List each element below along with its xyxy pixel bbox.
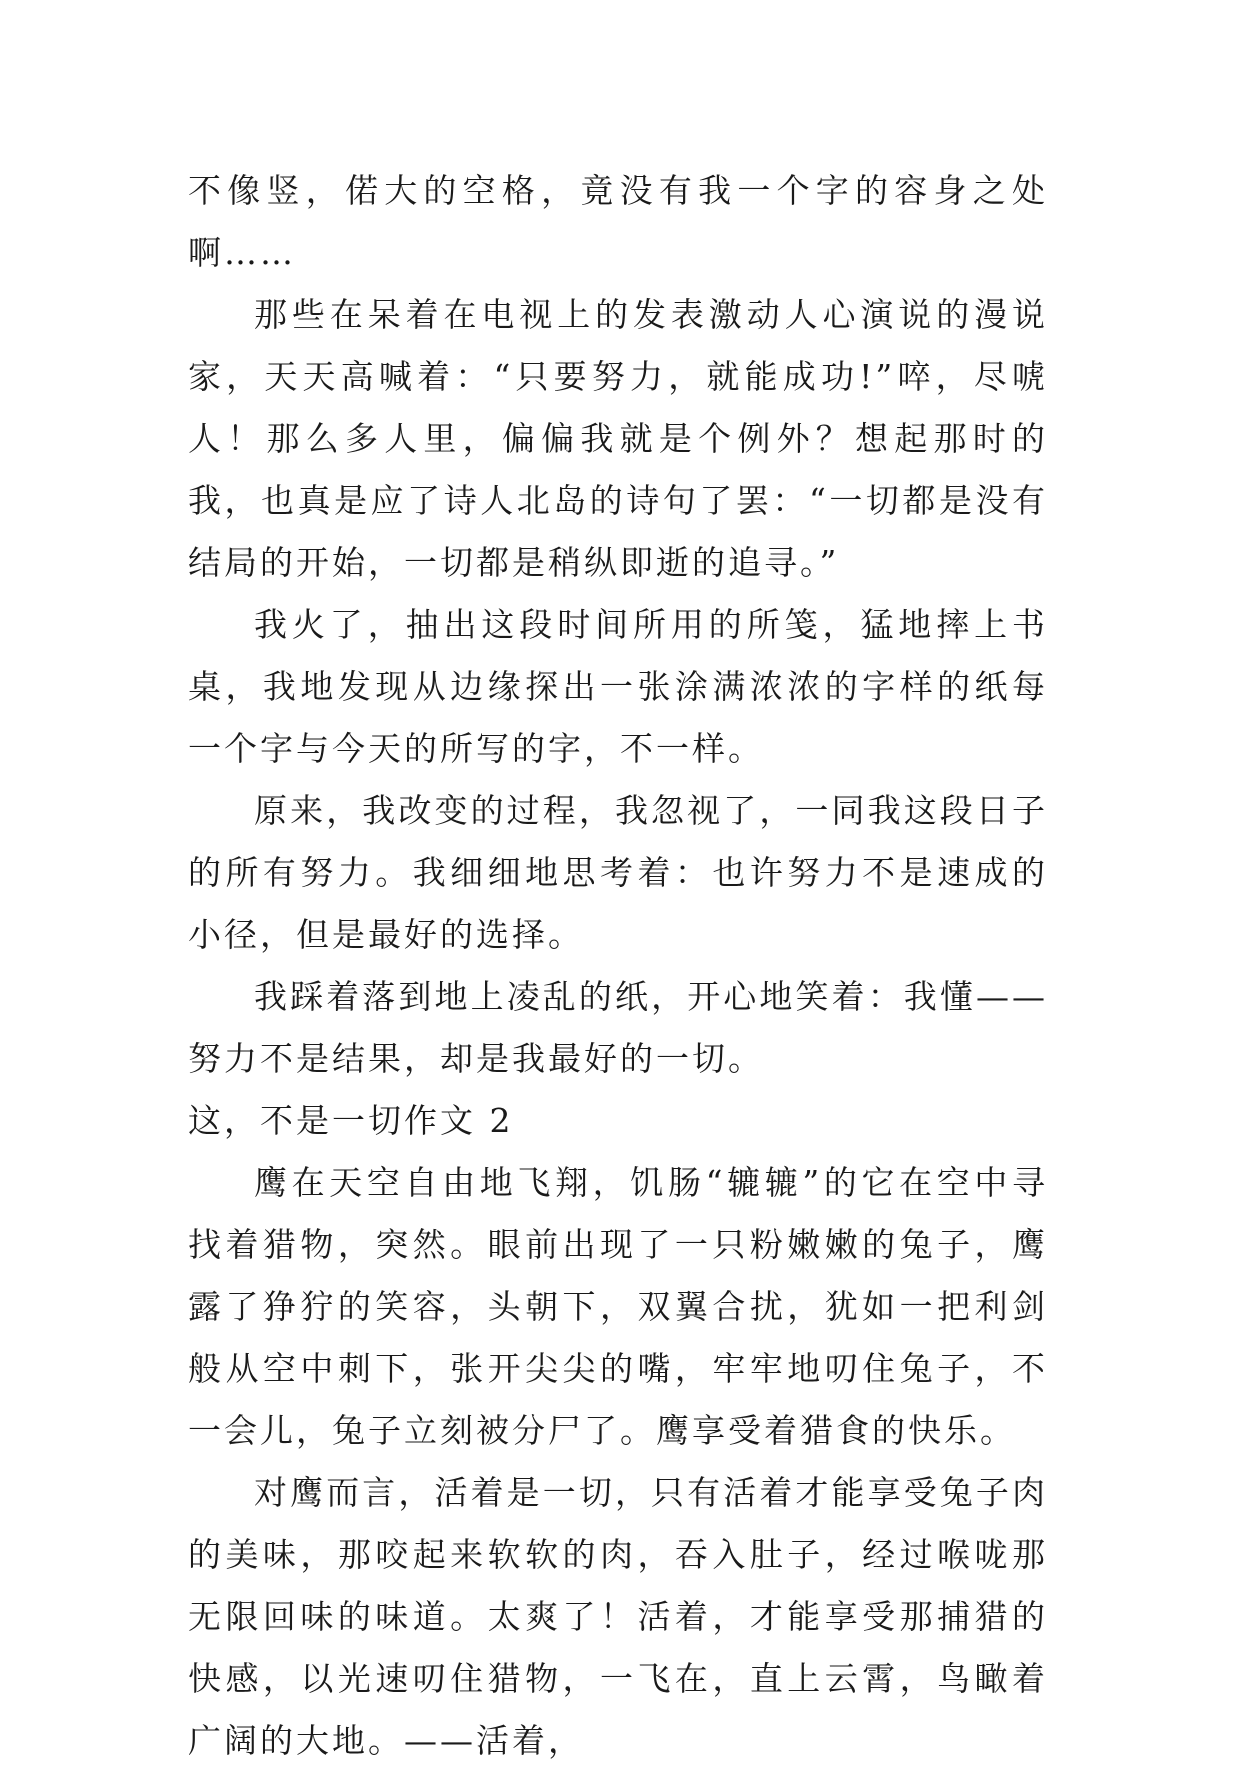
document-body (188, 160, 1048, 1772)
paragraph: 我火了，抽出这段时间所用的所笺，猛地摔上书桌，我地发现从边缘探出一张涂满浓浓的字样的纸每一个字与今天的所写的字，不一样。 (188, 605, 1048, 768)
paragraph: 那些在呆着在电视上的发表激动人心演说的漫说家，天天高喊着：“只要努力，就能成功!”啐，尽唬人！那么多人里，偏偏我就是个例外？想起那时的我，也真是应了诗人北岛的诗句了罢：“一切都是没有结局的开始，一切都是稍纵即逝的追寻。” (188, 295, 1048, 582)
paragraph: 对鹰而言，活着是一切，只有活着才能享受兔子肉的美味，那咬起来软软的肉，吞入肚子，经过喉咙那无限回味的味道。太爽了！活着，才能享受那捕猎的快感，以光速叨住猎物，一飞在，直上云霄，鸟瞰着广阔的大地。——活着， (188, 1473, 1048, 1760)
paragraph: 原来，我改变的过程，我忽视了，一同我这段日子的所有努力。我细细地思考着：也许努力不是速成的小径，但是最好的选择。 (188, 791, 1048, 954)
paragraph-continued: 不像竖，偌大的空格，竟没有我一个字的容身之处啊…… (188, 171, 1048, 272)
essay-heading: 这，不是一切作文 2 (188, 1101, 514, 1140)
paragraph: 鹰在天空自由地飞翔，饥肠“辘辘”的它在空中寻找着猎物，突然。眼前出现了一只粉嫩嫩的兔子，鹰露了狰狞的笑容，头朝下，双翼合扰，犹如一把利剑般从空中刺下，张开尖尖的嘴，牢牢地叨住兔子，不一会儿，兔子立刻被分尸了。鹰享受着猎食的快乐。 (188, 1163, 1048, 1450)
paragraph: 我踩着落到地上凌乱的纸，开心地笑着：我懂——努力不是结果，却是我最好的一切。 (188, 977, 1048, 1078)
